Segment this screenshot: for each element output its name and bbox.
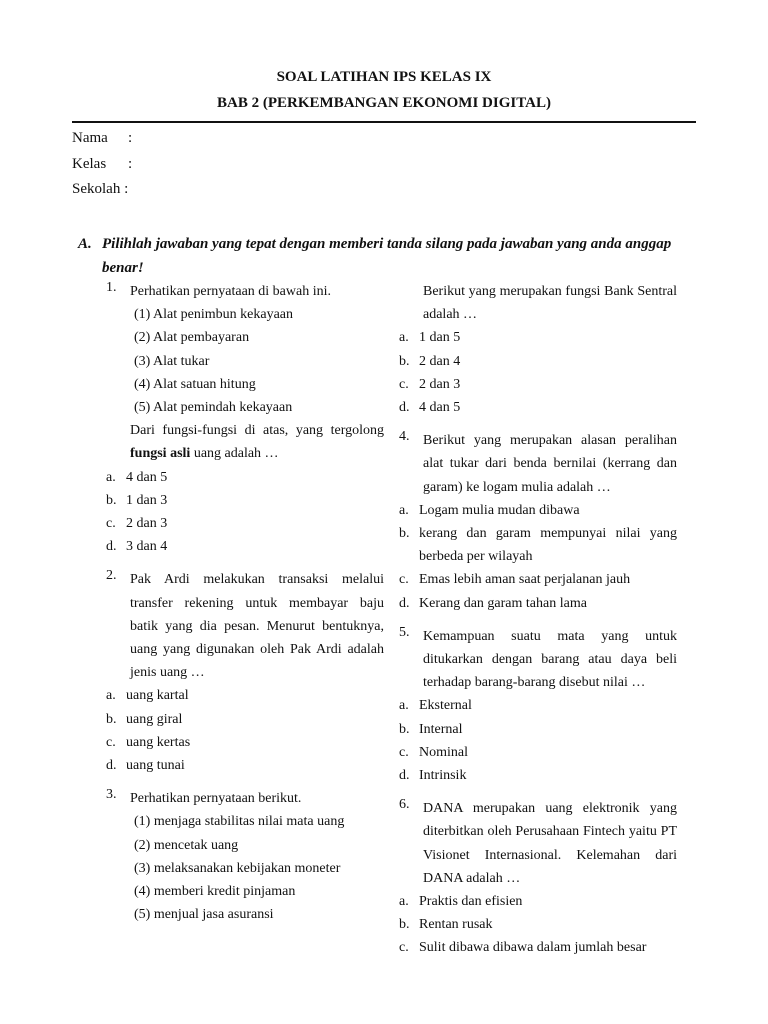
- identity-separator: :: [128, 130, 133, 146]
- option-text: 2 dan 4: [419, 353, 461, 369]
- identity-separator: :: [124, 181, 129, 197]
- answer-option[interactable]: [399, 373, 677, 396]
- option-letter: c.: [399, 572, 409, 588]
- question-number: 3.: [106, 787, 117, 803]
- option-letter: b.: [106, 711, 117, 727]
- option-text: 3 dan 4: [126, 539, 168, 555]
- option-letter: d.: [106, 758, 117, 774]
- option-text: Logam mulia mudan dibawa: [419, 502, 580, 518]
- question-number: 5.: [399, 624, 410, 640]
- stem-tail: uang adalah …: [190, 446, 279, 462]
- option-text: Internal: [419, 721, 463, 737]
- option-text: uang kertas: [126, 734, 191, 750]
- question-stem-cont: [130, 442, 384, 465]
- question-line: diterbitkan oleh Perusahaan Fintech yaitu PT: [423, 824, 677, 840]
- statement: (4) memberi kredit pinjaman: [134, 884, 296, 900]
- question-line: Kemampuan suatu mata yang untuk: [423, 628, 677, 644]
- section-text-line2: benar!: [102, 260, 144, 276]
- answer-option[interactable]: [106, 466, 384, 489]
- page-subtitle: BAB 2 (PERKEMBANGAN EKONOMI DIGITAL): [217, 95, 551, 111]
- question-line: Berikut yang merupakan fungsi Bank Sentral: [423, 284, 677, 299]
- question-stem: Dari fungsi-fungsi di atas, yang tergolong: [130, 423, 384, 439]
- question-line: DANA merupakan uang elektronik yang: [423, 801, 677, 817]
- question-4: [399, 429, 677, 615]
- option-text: 4 dan 5: [126, 469, 168, 485]
- option-letter: a.: [399, 698, 409, 714]
- option-text: Eksternal: [419, 698, 472, 714]
- question-line: Pak Ardi melakukan transaksi melalui: [130, 572, 384, 588]
- answer-option[interactable]: [399, 741, 677, 764]
- question-line: ditukarkan dengan barang atau daya beli: [423, 652, 677, 668]
- left-column: [106, 280, 384, 936]
- question-line: transfer rekening untuk membayar baju: [130, 595, 384, 611]
- answer-option[interactable]: [399, 522, 677, 568]
- identity-name-row: [72, 130, 132, 147]
- option-letter: b.: [106, 492, 117, 508]
- option-text: uang giral: [126, 711, 183, 727]
- answer-option[interactable]: [399, 592, 677, 615]
- option-text: Sulit dibawa dibawa dalam jumlah besar: [419, 940, 647, 956]
- answer-option[interactable]: [399, 396, 677, 419]
- stem-bold-term: fungsi asli: [130, 446, 191, 462]
- identity-label: Nama: [72, 130, 108, 146]
- question-line: garam) ke logam mulia adalah …: [423, 479, 611, 495]
- option-text: uang kartal: [126, 688, 189, 704]
- question-line: uang yang digunakan oleh Pak Ardi adalah: [130, 642, 384, 658]
- option-text: 2 dan 3: [126, 516, 168, 532]
- question-5: [399, 625, 677, 787]
- identity-class-row: [72, 156, 132, 173]
- option-letter: c.: [106, 516, 116, 532]
- option-letter: d.: [106, 539, 117, 555]
- answer-option[interactable]: [399, 890, 677, 913]
- question-line: terhadap barang-barang disebut nilai …: [423, 675, 646, 691]
- question-number: 4.: [399, 429, 410, 445]
- option-text: 4 dan 5: [419, 400, 461, 416]
- option-letter: b.: [399, 721, 410, 737]
- question-line: adalah …: [423, 307, 478, 323]
- section-text-line1: Pilihlah jawaban yang tepat dengan memberi tanda silang pada jawaban yang anda anggap: [102, 236, 672, 252]
- answer-option[interactable]: [399, 764, 677, 787]
- statement: (3) melaksanakan kebijakan moneter: [134, 860, 341, 876]
- question-number: 1.: [106, 280, 117, 295]
- statement: (1) menjaga stabilitas nilai mata uang: [134, 814, 345, 830]
- answer-option[interactable]: [106, 489, 384, 512]
- option-text: kerang dan garam mempunyai nilai yang: [419, 526, 677, 542]
- question-intro: Perhatikan pernyataan berikut.: [130, 791, 302, 807]
- question-1: [106, 280, 384, 558]
- option-letter: c.: [106, 734, 116, 750]
- option-letter: d.: [399, 400, 410, 416]
- option-letter: c.: [399, 376, 409, 392]
- identity-school-row: [72, 181, 128, 198]
- answer-option[interactable]: [106, 535, 384, 558]
- option-text: Nominal: [419, 744, 468, 760]
- question-line: batik yang dia pesan. Menurut bentuknya,: [130, 618, 384, 634]
- identity-label: Sekolah: [72, 181, 121, 197]
- option-letter: b.: [399, 353, 410, 369]
- question-line: DANA adalah …: [423, 870, 521, 886]
- question-2: [106, 568, 384, 777]
- question-3: [106, 787, 384, 926]
- option-text: 1 dan 5: [419, 330, 461, 346]
- option-text: 2 dan 3: [419, 376, 461, 392]
- answer-option[interactable]: [399, 499, 677, 522]
- statement: (4) Alat satuan hitung: [134, 376, 256, 392]
- option-text-cont: berbeda per wilayah: [419, 549, 533, 565]
- question-line: alat tukar dari benda bernilai (kerrang dan: [423, 456, 677, 472]
- question-line: Visionet Internasional. Kelemahan dari: [423, 847, 677, 863]
- header-divider: [72, 121, 696, 123]
- option-letter: a.: [399, 894, 409, 910]
- page-title: SOAL LATIHAN IPS KELAS IX: [276, 69, 492, 85]
- answer-option[interactable]: [399, 718, 677, 741]
- option-text: Praktis dan efisien: [419, 894, 523, 910]
- question-line: Berikut yang merupakan alasan peralihan: [423, 433, 677, 449]
- answer-option[interactable]: [399, 326, 677, 349]
- option-letter: a.: [106, 688, 116, 704]
- option-letter: b.: [399, 526, 410, 542]
- answer-option[interactable]: [106, 512, 384, 535]
- statement: (2) Alat pembayaran: [134, 330, 250, 346]
- option-text: uang tunai: [126, 758, 185, 774]
- option-text: Emas lebih aman saat perjalanan jauh: [419, 572, 631, 588]
- option-text: Kerang dan garam tahan lama: [419, 595, 587, 611]
- statement: (3) Alat tukar: [134, 353, 210, 369]
- question-number: 6.: [399, 797, 410, 813]
- option-letter: c.: [399, 940, 409, 956]
- statement: (2) mencetak uang: [134, 837, 239, 853]
- identity-label: Kelas: [72, 156, 107, 172]
- identity-separator: :: [128, 156, 133, 172]
- option-text: 1 dan 3: [126, 492, 168, 508]
- answer-option[interactable]: [106, 731, 384, 754]
- section-letter: A.: [78, 236, 92, 252]
- option-text: Intrinsik: [419, 768, 467, 784]
- statement: (5) menjual jasa asuransi: [134, 907, 274, 923]
- answer-option[interactable]: [399, 350, 677, 373]
- section-instruction: [78, 232, 704, 280]
- option-letter: a.: [399, 502, 409, 518]
- option-letter: a.: [399, 330, 409, 346]
- answer-option[interactable]: [399, 568, 677, 591]
- option-letter: d.: [399, 768, 410, 784]
- option-letter: b.: [399, 917, 410, 933]
- question-number: 2.: [106, 568, 117, 584]
- answer-option[interactable]: [106, 708, 384, 731]
- answer-option[interactable]: [106, 754, 384, 777]
- question-intro: Perhatikan pernyataan di bawah ini.: [130, 284, 331, 299]
- statement: (5) Alat pemindah kekayaan: [134, 400, 293, 416]
- option-letter: c.: [399, 744, 409, 760]
- answer-option[interactable]: [399, 913, 677, 936]
- right-column: [399, 280, 677, 970]
- statement: (1) Alat penimbun kekayaan: [134, 307, 294, 323]
- question-6: [399, 797, 677, 959]
- option-text: Rentan rusak: [419, 917, 493, 933]
- option-letter: d.: [399, 595, 410, 611]
- answer-option[interactable]: [399, 936, 677, 959]
- option-letter: a.: [106, 469, 116, 485]
- answer-option[interactable]: [106, 684, 384, 707]
- question-line: jenis uang …: [130, 665, 205, 681]
- answer-option[interactable]: [399, 694, 677, 717]
- question-3-continued: [399, 280, 677, 419]
